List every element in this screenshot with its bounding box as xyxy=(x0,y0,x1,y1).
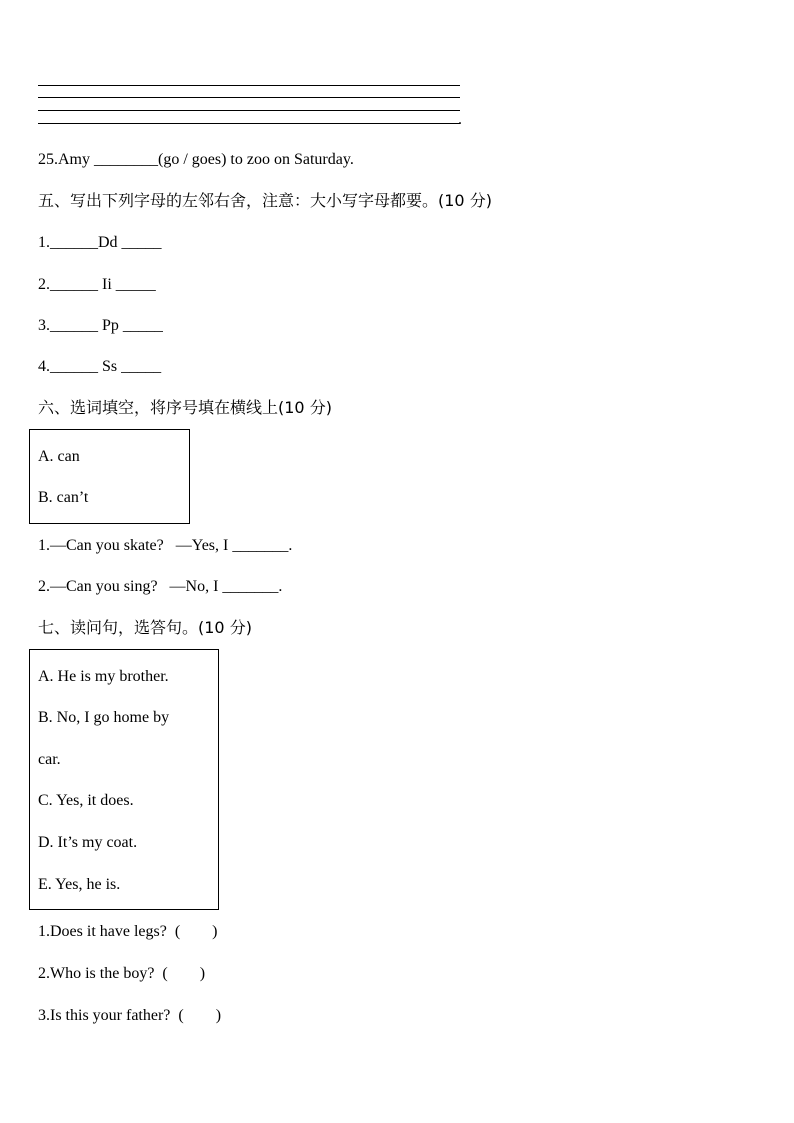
section-7-question-3: 3.Is this your father? ( ) xyxy=(38,1007,222,1024)
question-25: 25.Amy ________(go / goes) to zoo on Saturday. xyxy=(38,151,354,168)
section-6-heading: 六、选词填空，将序号填在横线上(10 分) xyxy=(38,398,332,417)
section-5-item-4: 4.______ Ss _____ xyxy=(38,358,162,375)
section-5-item-1: 1.______Dd _____ xyxy=(38,234,162,251)
section-7-question-1: 1.Does it have legs? ( ) xyxy=(38,923,218,940)
answer-line-period: . xyxy=(458,111,462,128)
section-6-option-box xyxy=(29,429,190,524)
section-5-item-2: 2.______ Ii _____ xyxy=(38,276,156,293)
section-5-heading: 五、写出下列字母的左邻右舍，注意：大小写字母都要。(10 分) xyxy=(38,191,492,210)
section-7-option-b-cont: car. xyxy=(38,751,61,768)
section-7-option-box xyxy=(29,649,219,910)
section-6-option-a: A. can xyxy=(38,448,80,465)
section-7-question-2: 2.Who is the boy? ( ) xyxy=(38,965,206,982)
section-5-item-3: 3.______ Pp _____ xyxy=(38,317,163,334)
section-7-option-e: E. Yes, he is. xyxy=(38,876,121,893)
answer-rule xyxy=(38,85,460,86)
answer-rule xyxy=(38,123,460,124)
section-6-question-2: 2.—Can you sing? —No, I _______. xyxy=(38,578,283,595)
section-7-heading: 七、读问句，选答句。(10 分) xyxy=(38,618,252,637)
answer-rule xyxy=(38,97,460,98)
section-7-option-d: D. It’s my coat. xyxy=(38,834,138,851)
section-6-question-1: 1.—Can you skate? —Yes, I _______. xyxy=(38,537,293,554)
section-7-option-b: B. No, I go home by xyxy=(38,709,170,726)
section-6-option-b: B. can’t xyxy=(38,489,89,506)
section-7-option-c: C. Yes, it does. xyxy=(38,792,134,809)
section-7-option-a: A. He is my brother. xyxy=(38,668,169,685)
answer-rule xyxy=(38,110,460,111)
